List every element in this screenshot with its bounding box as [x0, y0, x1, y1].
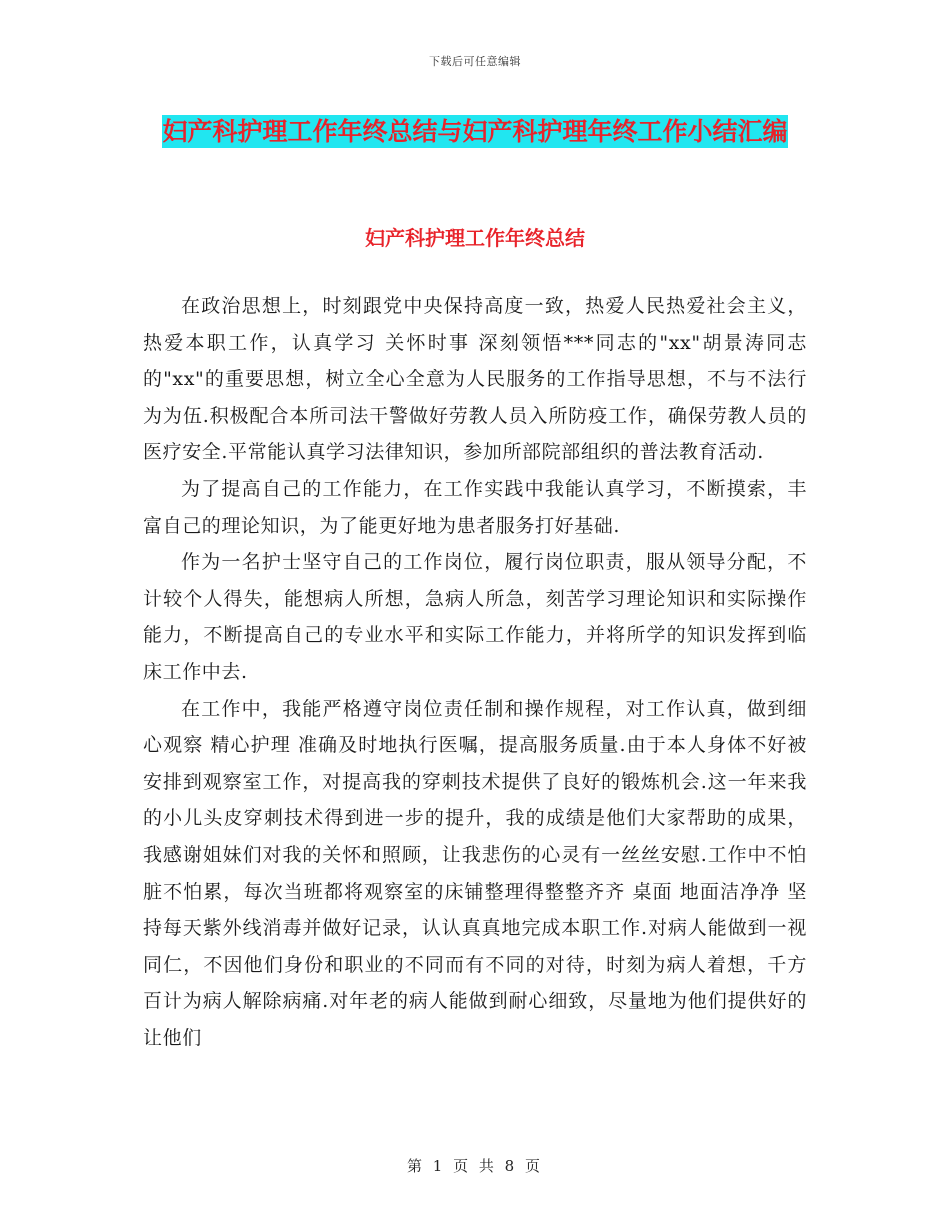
section-title: 妇产科护理工作年终总结 — [365, 226, 585, 250]
paragraph: 在政治思想上，时刻跟党中央保持高度一致，热爱人民热爱社会主义，热爱本职工作，认真学习 关怀时事 深刻领悟***同志的"xx"胡景涛同志的"xx"的重要思想，树立全心全意为人民服务的工作指导思想，不与不法行为为伍.积极配合本所司法干警做好劳教人员入所防疫工作，确保劳教人员的医疗安全.平常能认真学习法律知识，参加所部院部组织的普法教育活动. — [143, 295, 807, 464]
body-text — [143, 288, 807, 1056]
page-footer: 第 1 页 共 8 页 — [407, 1157, 543, 1175]
paragraph: 在工作中，我能严格遵守岗位责任制和操作规程，对工作认真，做到细心观察 精心护理 准确及时地执行医嘱，提高服务质量.由于本人身体不好被安排到观察室工作，对提高我的穿刺技术提供了良好的锻炼机会.这一年来我的小儿头皮穿刺技术得到进一步的提升，我的成绩是他们大家帮助的成果，我感谢姐妹们对我的关怀和照顾，让我悲伤的心灵有一丝丝安慰.工作中不怕脏不怕累，每次当班都将观察室的床铺整理得整整齐齐 桌面 地面洁净净 坚持每天紫外线消毒并做好记录，认认真真地完成本职工作.对病人能做到一视同仁，不因他们身份和职业的不同而有不同的对待，时刻为病人着想，千方百计为病人解除病痛.对年老的病人能做到耐心细致，尽量地为他们提供好的让他们 — [143, 697, 807, 1049]
paragraph: 为了提高自己的工作能力，在工作实践中我能认真学习，不断摸索，丰富自己的理论知识，为了能更好地为患者服务打好基础. — [143, 477, 807, 537]
main-title-text: 妇产科护理工作年终总结与妇产科护理年终工作小结汇编 — [162, 117, 788, 146]
main-title — [130, 108, 820, 155]
header-note: 下载后可任意编辑 — [429, 55, 521, 68]
paragraph: 作为一名护士坚守自己的工作岗位，履行岗位职责，服从领导分配，不计较个人得失，能想病人所想，急病人所急，刻苦学习理论知识和实际操作能力，不断提高自己的专业水平和实际工作能力，并将所学的知识发挥到临床工作中去. — [143, 551, 807, 683]
